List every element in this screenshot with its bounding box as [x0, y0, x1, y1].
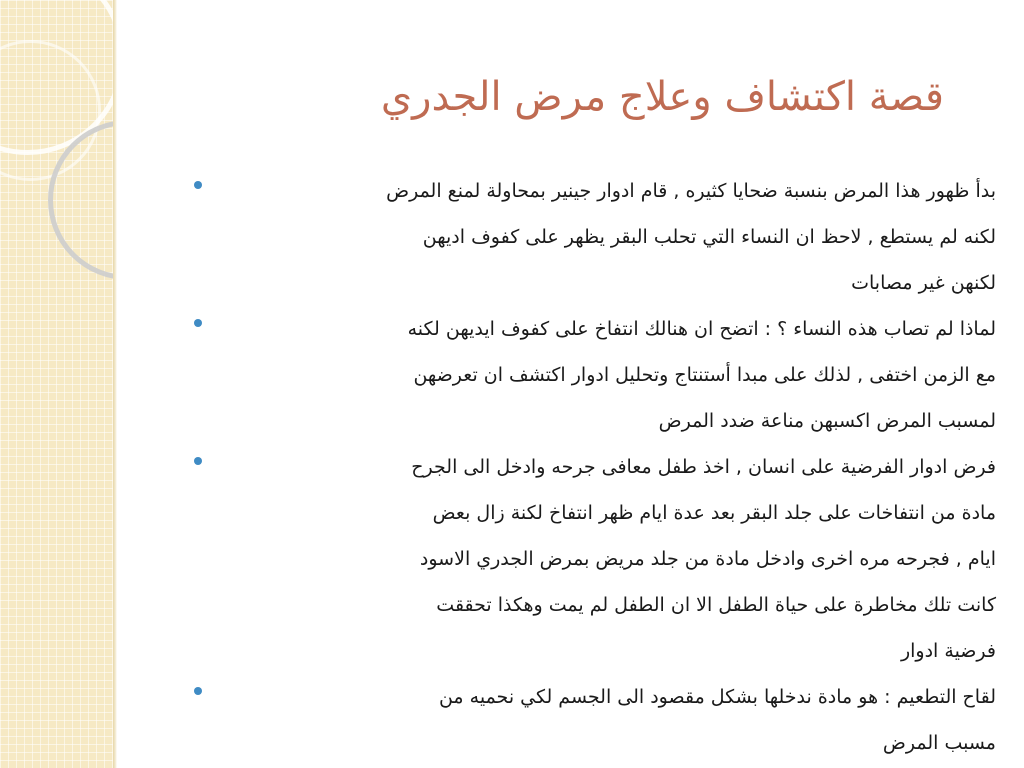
- slide-title: قصة اكتشاف وعلاج مرض الجدري: [380, 74, 944, 120]
- bullet-line: لقاح التطعيم : هو مادة ندخلها بشكل مقصود الى الجسم لكي نحميه من: [438, 686, 996, 708]
- bullet-line: بدأ ظهور هذا المرض بنسبة ضحايا كثيره , قام ادوار جينير بمحاولة لمنع المرض: [386, 180, 996, 202]
- bullet-item: [216, 168, 996, 306]
- bullet-line: مادة من انتفاخات على جلد البقر بعد عدة ايام ظهر انتفاخ لكنة زال بعض: [432, 502, 996, 524]
- bullet-line: فرضية ادوار: [900, 640, 996, 662]
- slide-content: [176, 168, 996, 766]
- bullet-item: [216, 306, 996, 444]
- bullet-line: ايام , فجرحه مره اخرى وادخل مادة من جلد مريض بمرض الجدري الاسود: [419, 548, 996, 570]
- bullet-line: لمسبب المرض اكسبهن مناعة ضدد المرض: [658, 410, 996, 432]
- bullet-line: مع الزمن اختفى , لذلك على مبدا أستنتاج وتحليل ادوار اكتشف ان تعرضهن: [413, 364, 996, 386]
- bullet-line: لكنهن غير مصابات: [851, 272, 996, 294]
- bullet-dot-icon: [194, 457, 202, 465]
- bullet-item: [216, 674, 996, 766]
- panel-edge-divider: [113, 0, 117, 768]
- decorative-side-panel: [0, 0, 113, 768]
- bullet-item: [216, 444, 996, 674]
- bullet-line: لماذا لم تصاب هذه النساء ؟ : اتضح ان هنالك انتفاخ على كفوف ايديهن لكنه: [407, 318, 996, 340]
- bullet-dot-icon: [194, 319, 202, 327]
- bullet-line: فرض ادوار الفرضية على انسان , اخذ طفل معافى جرحه وادخل الى الجرح: [411, 456, 996, 478]
- bullet-line: لكنه لم يستطع , لاحظ ان النساء التي تحلب البقر يظهر على كفوف اديهن: [422, 226, 996, 248]
- bullet-dot-icon: [194, 687, 202, 695]
- bullet-line: كانت تلك مخاطرة على حياة الطفل الا ان الطفل لم يمت وهكذا تحققت: [436, 594, 996, 616]
- bullet-line: مسبب المرض: [882, 732, 996, 754]
- bullet-dot-icon: [194, 181, 202, 189]
